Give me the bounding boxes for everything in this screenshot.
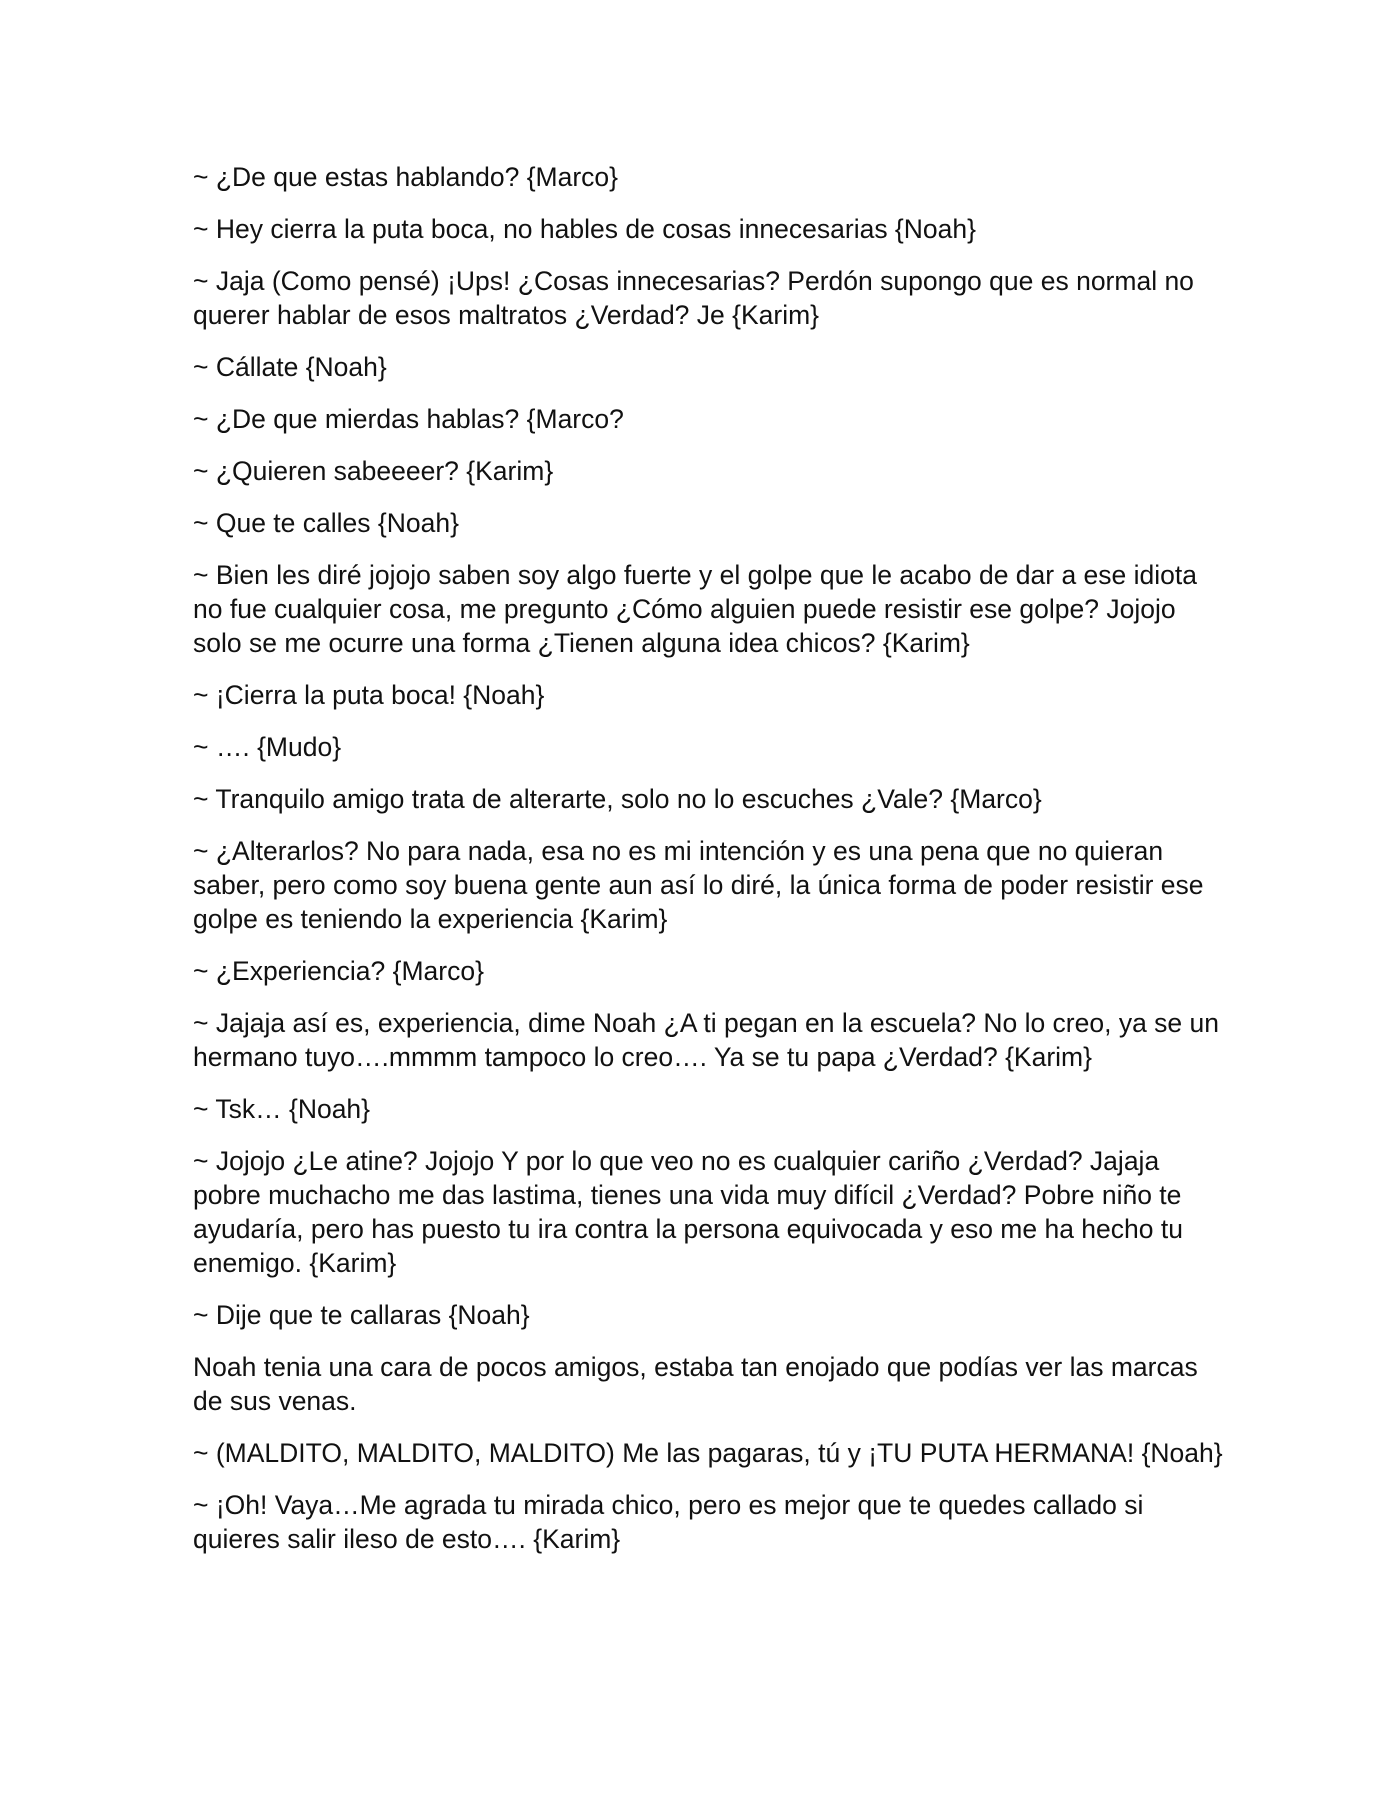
paragraph: ~ ¿Experiencia? {Marco} bbox=[193, 956, 484, 986]
paragraph: ~ ¡Cierra la puta boca! {Noah} bbox=[193, 680, 545, 710]
paragraph: ~ ¡Oh! Vaya…Me agrada tu mirada chico, pero es mejor que te quedes callado si quieres salir ileso de esto…. {Karim} bbox=[193, 1490, 1144, 1554]
paragraph: ~ …. {Mudo} bbox=[193, 732, 342, 762]
paragraph: ~ Cállate {Noah} bbox=[193, 352, 387, 382]
paragraph: ~ Jojojo ¿Le atine? Jojojo Y por lo que veo no es cualquier cariño ¿Verdad? Jajaja pobre muchacho me das lastima, tienes una vida muy difícil ¿Verdad? Pobre niño te ayudaría, pero has puesto tu ira contra la persona equivocada y eso me ha hecho tu enemigo. {Karim} bbox=[193, 1146, 1183, 1278]
paragraph: ~ Hey cierra la puta boca, no hables de cosas innecesarias {Noah} bbox=[193, 214, 976, 244]
paragraph: ~ ¿Alterarlos? No para nada, esa no es mi intención y es una pena que no quieran saber, pero como soy buena gente aun así lo diré, la única forma de poder resistir ese golpe es teniendo la experiencia {Karim} bbox=[193, 836, 1204, 934]
paragraph: ~ Tranquilo amigo trata de alterarte, solo no lo escuches ¿Vale? {Marco} bbox=[193, 784, 1042, 814]
paragraph: ~ ¿De que estas hablando? {Marco} bbox=[193, 162, 619, 192]
paragraph: ~ Jajaja así es, experiencia, dime Noah ¿A ti pegan en la escuela? No lo creo, ya se un hermano tuyo….mmmm tampoco lo creo…. Ya se tu papa ¿Verdad? {Karim} bbox=[193, 1008, 1220, 1072]
paragraph: ~ ¿De que mierdas hablas? {Marco? bbox=[193, 404, 624, 434]
paragraph: ~ Tsk… {Noah} bbox=[193, 1094, 371, 1124]
document-body bbox=[193, 160, 1223, 1574]
paragraph: ~ (MALDITO, MALDITO, MALDITO) Me las pagaras, tú y ¡TU PUTA HERMANA! {Noah} bbox=[193, 1438, 1223, 1468]
paragraph: ~ ¿Quieren sabeeeer? {Karim} bbox=[193, 456, 554, 486]
paragraph: ~ Jaja (Como pensé) ¡Ups! ¿Cosas innecesarias? Perdón supongo que es normal no querer hablar de esos maltratos ¿Verdad? Je {Karim} bbox=[193, 266, 1194, 330]
paragraph: ~ Bien les diré jojojo saben soy algo fuerte y el golpe que le acabo de dar a ese idiota no fue cualquier cosa, me pregunto ¿Cómo alguien puede resistir ese golpe? Jojojo solo se me ocurre una forma ¿Tienen alguna idea chicos? {Karim} bbox=[193, 560, 1197, 658]
paragraph: ~ Dije que te callaras {Noah} bbox=[193, 1300, 530, 1330]
paragraph: Noah tenia una cara de pocos amigos, estaba tan enojado que podías ver las marcas de sus venas. bbox=[193, 1352, 1198, 1416]
paragraph: ~ Que te calles {Noah} bbox=[193, 508, 459, 538]
